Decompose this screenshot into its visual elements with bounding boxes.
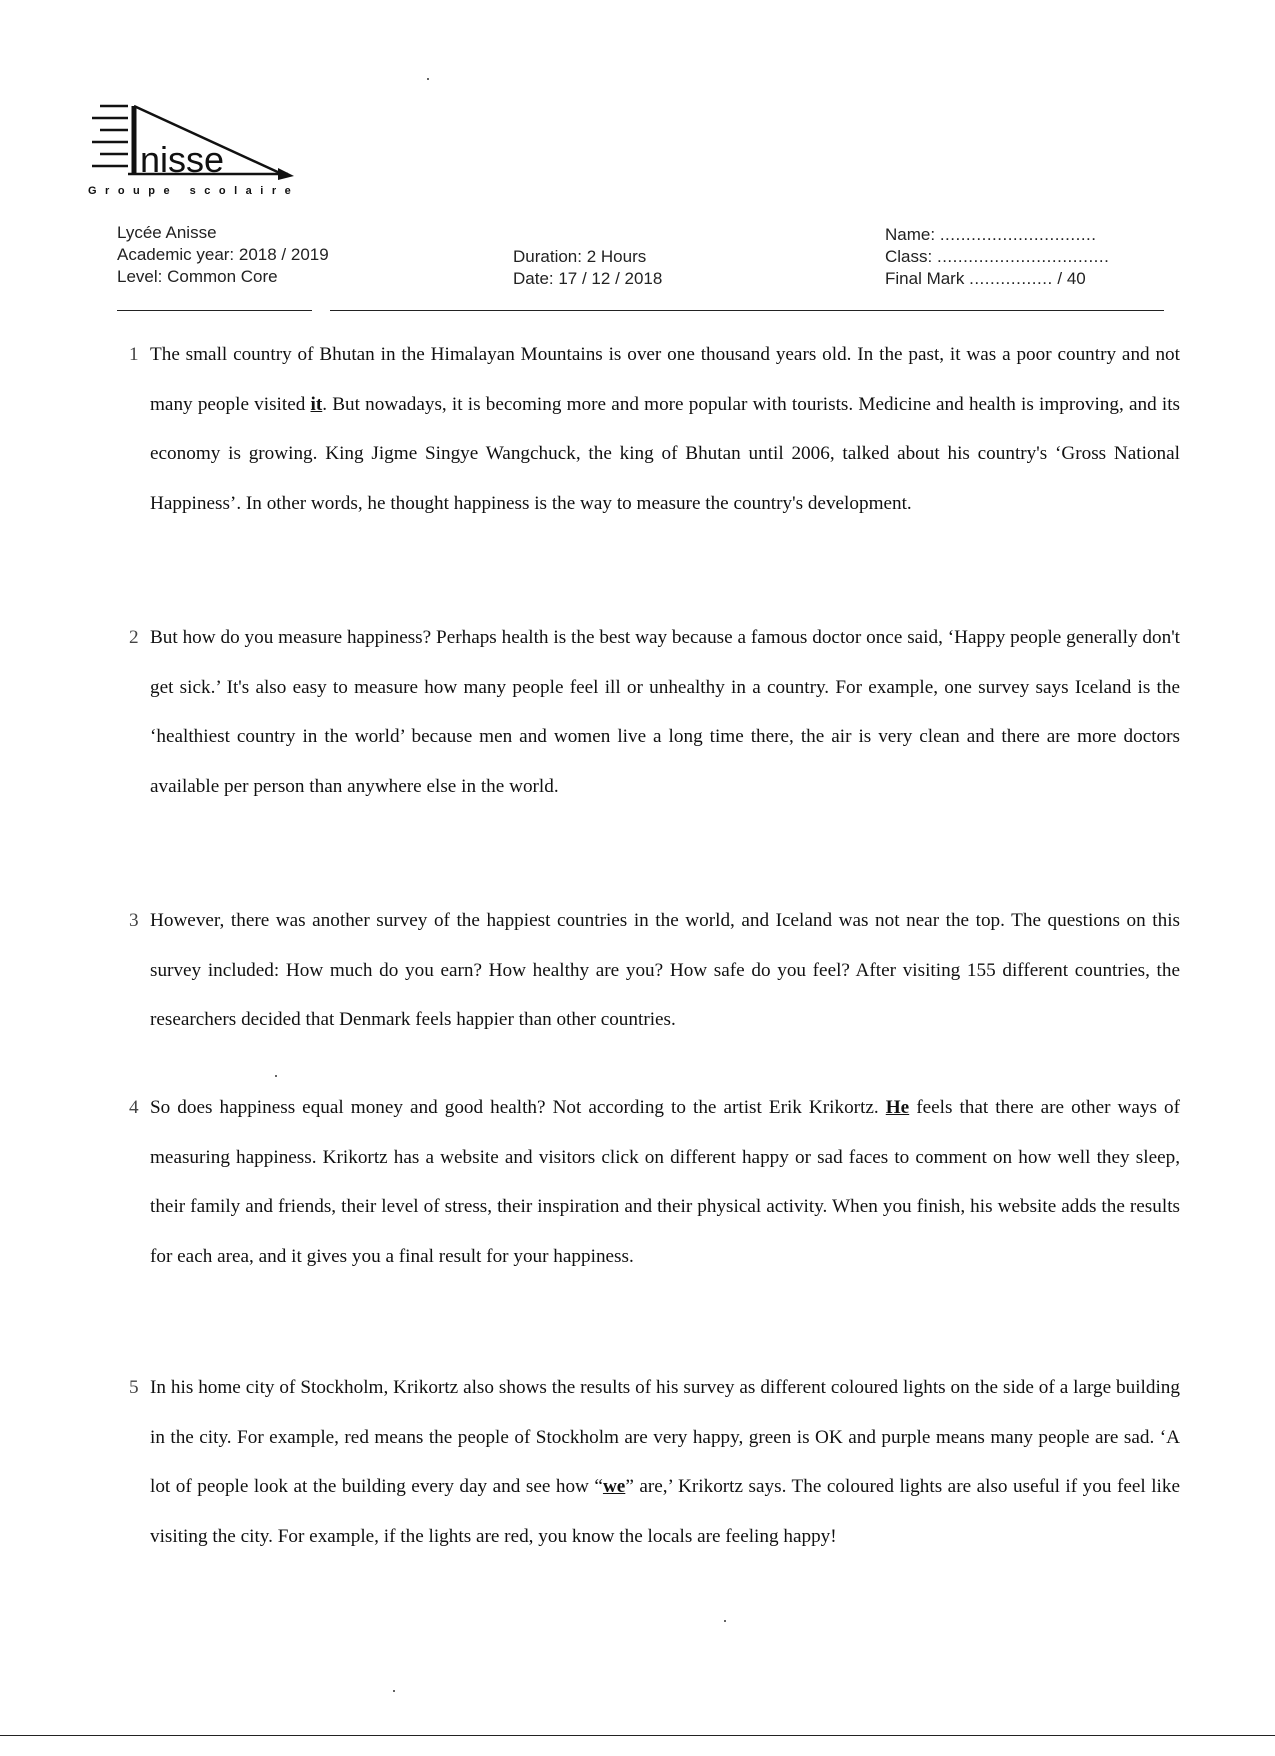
mark-line: [885, 268, 1109, 290]
logo-brand: nisse: [140, 139, 225, 180]
level: Level: Common Core: [117, 267, 278, 286]
scan-speck: [724, 1620, 726, 1622]
header-divider-right: [330, 310, 1164, 311]
paragraph-1: [129, 330, 1180, 528]
exam-date: Date: 17 / 12 / 2018: [513, 269, 663, 288]
paragraph-text: feels that there are other ways of measuring happiness. Krikortz has a website and visitors click on different happy or sad faces to comment on how well they sleep, their family and friends, their level of stress, their inspiration and their physical activity. When you finish, his website adds the results for each area, and it gives you a final result for your happiness.: [150, 1097, 1180, 1267]
paragraph-number: 1: [129, 344, 139, 365]
underlined-word: He: [885, 1097, 910, 1118]
scan-speck: [275, 1075, 277, 1077]
school-name: Lycée Anisse: [117, 223, 217, 242]
paragraph-5: [129, 1363, 1180, 1561]
class-field[interactable]: .................................: [936, 247, 1110, 266]
scan-speck: [427, 78, 429, 80]
school-logo: [88, 102, 318, 202]
header-student-info: [885, 224, 1109, 290]
name-field[interactable]: ..............................: [939, 225, 1097, 244]
paragraph-3: [129, 896, 1180, 1045]
paragraph-4: [129, 1083, 1180, 1281]
paragraph-2: [129, 613, 1180, 811]
paragraph-text: But how do you measure happiness? Perhaps health is the best way because a famous doctor once said, ‘Happy people generally don't get sick.’ It's also easy to measure how many people feel ill or unhealthy in a country. For example, one survey says Iceland is the ‘healthiest country in the world’ because men and women live a long time there, the air is very clean and there are more doctors available per person than anywhere else in the world.: [150, 627, 1180, 797]
paragraph-text: In his home city of Stockholm, Krikortz also shows the results of his survey as different coloured lights on the side of a large building in the city. For example, red means the people of Stockholm are very happy, green is OK and purple means many people are sad. ‘A lot of people look at the building every day and see how “: [150, 1377, 1180, 1497]
paragraph-text: So does happiness equal money and good health? Not according to the artist Erik Krikortz.: [150, 1097, 886, 1118]
mark-label: Final Mark: [885, 269, 965, 288]
logo-subtitle: Groupe scolaire: [88, 185, 300, 197]
page-bottom-rule: [0, 1735, 1275, 1736]
paragraph-number: 3: [129, 910, 139, 931]
paragraph-text: ” are,’ Krikortz says. The coloured lights are also useful if you feel like visiting the city. For example, if the lights are red, you know the locals are feeling happy!: [150, 1476, 1180, 1547]
name-line: [885, 224, 1109, 246]
header-divider-left: [117, 310, 312, 311]
underlined-word: it: [310, 393, 323, 415]
header-school-info: [117, 222, 329, 288]
class-label: Class:: [885, 247, 933, 266]
mark-field[interactable]: ................: [969, 269, 1053, 288]
paragraph-text: However, there was another survey of the happiest countries in the world, and Iceland was not near the top. The questions on this survey included: How much do you earn? How healthy are you? How safe do you feel? After visiting 155 different countries, the researchers decided that Denmark feels happier than other countries.: [150, 910, 1180, 1030]
paragraph-text: The small country of Bhutan in the Himalayan Mountains is over one thousand years old. In the past, it was a poor country and not many people visited: [150, 344, 1180, 415]
header-exam-info: [513, 246, 662, 290]
paragraph-number: 4: [129, 1097, 139, 1118]
logo-graphic: [88, 102, 318, 202]
name-label: Name:: [885, 225, 936, 244]
scan-speck: [393, 1690, 395, 1692]
class-line: [885, 246, 1109, 268]
paragraph-number: 5: [129, 1377, 139, 1398]
paragraph-text: . But nowadays, it is becoming more and more popular with tourists. Medicine and health is improving, and its economy is growing. King Jigme Singye Wangchuck, the king of Bhutan until 2006, talked about his country's ‘Gross National Happiness’. In other words, he thought happiness is the way to measure the country's development.: [150, 393, 1180, 514]
academic-year: Academic year: 2018 / 2019: [117, 245, 329, 264]
paragraph-number: 2: [129, 627, 139, 648]
underlined-word: we: [602, 1476, 626, 1497]
mark-total: / 40: [1057, 269, 1086, 288]
duration: Duration: 2 Hours: [513, 247, 647, 266]
